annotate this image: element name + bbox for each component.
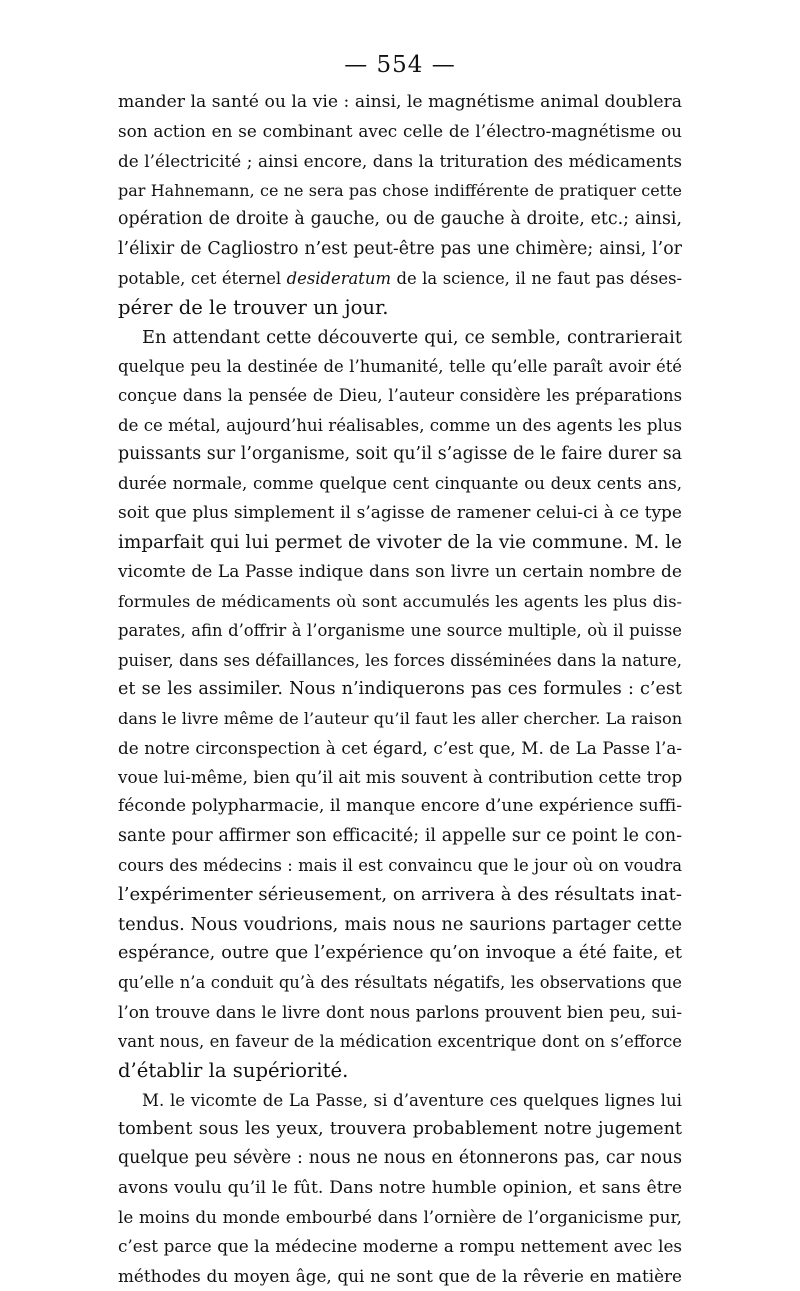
text-line: c’est parce que la médecine moderne a rompu nettement avec les <box>118 1236 682 1257</box>
text-line: féconde polypharmacie, il manque encore d’une expérience suffi- <box>118 796 682 817</box>
text-line: puissants sur l’organisme, soit qu’il s’agisse de le faire durer sa <box>118 444 682 465</box>
text-line: formules de médicaments où sont accumulés les agents les plus dis- <box>118 591 682 611</box>
page-number: — 554 — <box>344 52 456 78</box>
text-line: opération de droite à gauche, ou de gauche à droite, etc.; ainsi, <box>118 209 682 230</box>
text-line: quelque peu sévère : nous ne nous en étonnerons pas, car nous <box>118 1148 682 1169</box>
text-line: qu’elle n’a conduit qu’à des résultats négatifs, les observations que <box>118 973 682 993</box>
text-line: le moins du monde embourbé dans l’ornière de l’organicisme pur, <box>118 1207 682 1228</box>
text-line: cours des médecins : mais il est convaincu que le jour où on voudra <box>118 855 682 875</box>
text-line: tombent sous les yeux, trouvera probablement notre jugement <box>118 1119 682 1140</box>
text-line: et se les assimiler. Nous n’indiquerons pas ces formules : c’est <box>118 678 682 699</box>
text-line: quelque peu la destinée de l’humanité, telle qu’elle paraît avoir été <box>118 357 682 377</box>
italic-term: desideratum <box>286 269 391 289</box>
text-line: soit que plus simplement il s’agisse de ramener celui-ci à ce type <box>118 502 682 523</box>
text-line: M. le vicomte de La Passe, si d’aventure ces quelques lignes lui <box>142 1090 682 1110</box>
text-line: conçue dans la pensée de Dieu, l’auteur considère les préparations <box>118 386 682 406</box>
text-line: imparfait qui lui permet de vivoter de la vie commune. M. le <box>118 532 682 554</box>
text-line: mander la santé ou la vie : ainsi, le magnétisme animal doublera <box>118 92 682 112</box>
text-line: avons voulu qu’il le fût. Dans notre humble opinion, et sans être <box>118 1177 682 1198</box>
text-line: En attendant cette découverte qui, ce semble, contrarierait <box>142 326 682 348</box>
text-line: dans le livre même de l’auteur qu’il faut les aller chercher. La raison <box>118 709 683 729</box>
text-line: vant nous, en faveur de la médication excentrique dont on s’efforce <box>118 1032 682 1051</box>
text-line: espérance, outre que l’expérience qu’on invoque a été faite, et <box>118 942 682 963</box>
text-line: puiser, dans ses défaillances, les forces disséminées dans la nature, <box>118 650 682 670</box>
text-line: par Hahnemann, ce ne sera pas chose indifférente de pratiquer cette <box>118 181 682 201</box>
text-line: son action en se combinant avec celle de l’électro-magnétisme ou <box>118 121 682 142</box>
text-line: voue lui-même, bien qu’il ait mis souvent à contribution cette trop <box>118 766 683 787</box>
text-line: l’expérimenter sérieusement, on arrivera à des résultats inat- <box>118 884 682 906</box>
text-line: tendus. Nous voudrions, mais nous ne saurions partager cette <box>118 913 682 935</box>
text-line: de ce métal, aujourd’hui réalisables, comme un des agents les plus <box>118 415 683 435</box>
text-line: l’on trouve dans le livre dont nous parlons prouvent bien peu, sui- <box>118 1001 682 1022</box>
text-line: méthodes du moyen âge, qui ne sont que de la rêverie en matière <box>118 1265 682 1286</box>
text-line: parates, afin d’offrir à l’organisme une source multiple, où il puisse <box>118 621 682 641</box>
text-line: l’élixir de Cagliostro n’est peut-être pas une chimère; ainsi, l’or <box>118 238 682 259</box>
body-text <box>118 88 682 1291</box>
text-line: sante pour affirmer son efficacité; il appelle sur ce point le con- <box>118 825 682 846</box>
text-line: pérer de le trouver un jour. <box>118 296 389 320</box>
text-line: durée normale, comme quelque cent cinquante ou deux cents ans, <box>118 474 682 494</box>
text-line: vicomte de La Passe indique dans son livre un certain nombre de <box>118 561 682 582</box>
text-line: de l’électricité ; ainsi encore, dans la trituration des médicaments <box>118 150 682 171</box>
text-line: de notre circonspection à cet égard, c’est que, M. de La Passe l’a- <box>118 737 682 758</box>
text-line: d’établir la supériorité. <box>118 1059 349 1083</box>
text-line: potable, cet éternel desideratum de la science, il ne faut pas déses- <box>118 269 683 289</box>
